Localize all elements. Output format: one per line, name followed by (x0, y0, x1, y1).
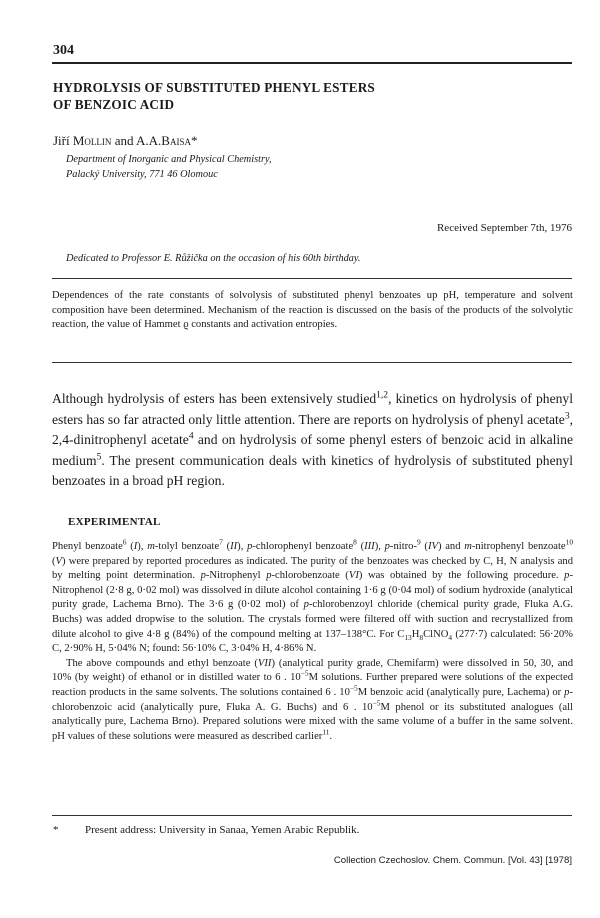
author1-last: Mollin (72, 133, 112, 148)
abstract-top-rule (52, 278, 572, 279)
author1-first: Jiří (53, 133, 70, 148)
title-line-1: HYDROLYSIS OF SUBSTITUTED PHENYL ESTERS (53, 80, 375, 95)
ref-1-2: 1,2 (376, 390, 389, 401)
section-heading-experimental: EXPERIMENTAL (68, 516, 161, 528)
author2-last: Baisa (161, 133, 191, 148)
abstract-bottom-rule (52, 362, 572, 363)
author2-footnote-mark: * (190, 133, 198, 148)
authors (53, 133, 197, 149)
affiliation (66, 153, 272, 182)
affiliation-line-2: Palacký University, 771 46 Olomouc (66, 168, 218, 180)
footnote (53, 824, 359, 836)
abstract: Dependences of the rate constants of solvolysis of substituted phenyl benzoates up pH, temperature and solvent composition have been determined. Mechanism of the reaction is discussed on the basis of the products of the solvolytic reaction, the value of Hammet ϱ constants and activation entropies. (52, 290, 573, 330)
experimental-paragraph-2: The above compounds and ethyl benzoate (VII) (analytical purity grade, Chemifarm) were dissolved in 50, 30, and 10% (by weight) of ethanol or in distilled water to 6 . $10^{-5}M$ solutions. Further prepared were solutions of the expected reaction products in the same solvents. The solutions contained 6 . $10^{-5}M$ benzoic acid (analytically pure, Lachema) or p-chlorobenzoic acid (analytically pure, Fluka A. G. Buchs) and 6 . $10^{-5}M$ phenol or its substituted analogues (all analytically pure, Lachema Brno). Prepared solutions were mixed with the same volume of a buffer in the same solvent. pH values of these solutions were measured as described carlier$^{11}$. (52, 657, 573, 742)
ref-4: 4 (188, 431, 194, 442)
footnote-text: Present address: University in Sanaa, Yemen Arabic Republik. (85, 824, 360, 836)
experimental-body (52, 537, 574, 744)
received-date: Received September 7th, 1976 (436, 222, 572, 234)
page-number: 304 (53, 43, 74, 58)
ref-3: 3 (564, 411, 570, 422)
article-title (53, 79, 375, 113)
title-line-2: OF BENZOIC ACID (53, 97, 175, 112)
header-rule (52, 62, 572, 64)
author2-initials: A.A. (136, 133, 162, 148)
dedication: Dedicated to Professor E. Růžička on the occasion of his 60th birthday. (66, 253, 361, 264)
ref-5: 5 (96, 452, 102, 463)
authors-and: and (114, 133, 134, 148)
footnote-mark: * (53, 824, 59, 836)
footnote-rule (52, 815, 572, 816)
experimental-paragraph-1: Phenyl benzoate$^6$ (I), m-tolyl benzoate$^7$ (II), p-chlorophenyl benzoate$^8$ (III), p-nitro-$^9$ (IV) and m-nitrophenyl benzoate$^{10}$ (V) were prepared by reported procedures as indicated. The purity of the benzoates was checked by C, H, N analysis and by melting point determination. p-Nitrophenyl p-chlorobenzoate (VI) was obtained by the following procedure. p-Nitrophenol (2·8 g, 0·02 mol) was dissolved in dilute alcohol containing 1·6 g (0·04 mol) of sodium hydroxide (analytical purity grade, Lachema Brno). The 3·6 g (0·02 mol) of p-chlorobenzoyl chloride (chemical purity grade, Fluka A.G. Buchs) was added dropwise to the solution. The crystals formed were filtered off with suction and recrystallized from dilute alcohol to give 4·8 g (84%) of the compound melting at 137–138°C. For $C_{13}H_8ClNO_4$ (277·7) calculated: 56·20% C, 2·90% H, 5·04% N; found: 56·10% C, 3·04% H, 4·86% N. (52, 537, 574, 655)
introduction-paragraph: Although hydrolysis of esters has been extensively studied$^{1,2}$, kinetics on hydrolysis of phenyl esters has so far atracted only little attention. There are reports on hydrolysis of phenyl acetate$^3$, 2,4-dinitrophenyl acetate$^4$ and on hydrolysis of some phenyl esters of benzoic acid in alkaline medium$^5$. The present communication deals with kinetics of hydrolysis of substituted phenyl benzoates in a broad pH region. (52, 390, 573, 489)
journal-citation: Collection Czechoslov. Chem. Commun. [Vol. 43] [1978] (333, 855, 572, 866)
affiliation-line-1: Department of Inorganic and Physical Chemistry, (66, 154, 272, 165)
